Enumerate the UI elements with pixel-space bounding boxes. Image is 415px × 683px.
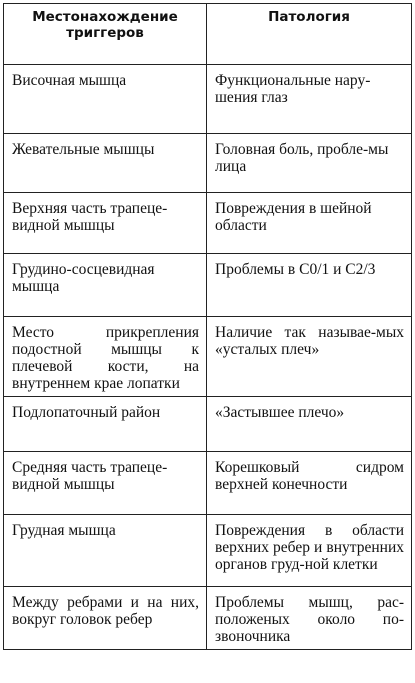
- pathology-text: Наличие так называе-мых «усталых плеч»: [215, 324, 404, 358]
- pathology-cell: [207, 452, 412, 515]
- pathology-cell: [207, 254, 412, 317]
- location-cell: [4, 587, 207, 650]
- pathology-text: Корешковый сидром верхней конечности: [215, 459, 404, 493]
- location-cell: [4, 254, 207, 317]
- location-text: Жевательные мышцы: [12, 141, 155, 158]
- pathology-text: Повреждения в области верхних ребер и внутренних органов груд-ной клетки: [215, 522, 404, 573]
- location-text: Височная мышца: [12, 72, 127, 89]
- pathology-cell: [207, 397, 412, 452]
- location-text: Место прикрепления подостной мышцы к плечевой кости, на внутреннем крае лопатки: [12, 324, 199, 392]
- location-text: Средняя часть трапеце-видной мышцы: [12, 459, 168, 493]
- location-text: Верхняя часть трапеце-видной мышцы: [12, 200, 168, 234]
- table-row: [4, 587, 412, 650]
- header-pathology: [207, 4, 412, 65]
- header-location-text: Местонахождение триггеров: [32, 9, 178, 41]
- pathology-cell: [207, 317, 412, 397]
- table-row: [4, 254, 412, 317]
- table-row: [4, 193, 412, 254]
- location-cell: [4, 193, 207, 254]
- pathology-cell: [207, 515, 412, 587]
- pathology-cell: [207, 587, 412, 650]
- table-row: [4, 397, 412, 452]
- trigger-pathology-table: [3, 3, 412, 650]
- location-cell: [4, 452, 207, 515]
- table-row: [4, 317, 412, 397]
- table-row: [4, 452, 412, 515]
- pathology-text: Головная боль, пробле-мы лица: [215, 141, 389, 175]
- location-text: Грудино-сосцевидная мышца: [12, 261, 155, 295]
- header-pathology-text: Патология: [268, 9, 350, 25]
- pathology-text: Проблемы мышц, рас-положеных около по-звоночника: [215, 594, 404, 645]
- table-header-row: [4, 4, 412, 65]
- trigger-pathology-table-wrap: [3, 3, 411, 650]
- location-cell: [4, 134, 207, 193]
- table-row: [4, 65, 412, 134]
- location-text: Подлопаточный район: [12, 404, 161, 421]
- header-location: [4, 4, 207, 65]
- pathology-text: Функциональные нару-шения глаз: [215, 72, 371, 106]
- table-row: [4, 134, 412, 193]
- location-cell: [4, 515, 207, 587]
- pathology-cell: [207, 193, 412, 254]
- pathology-text: Повреждения в шейной области: [215, 200, 372, 234]
- pathology-text: Проблемы в С0/1 и С2/3: [215, 261, 376, 278]
- table-row: [4, 515, 412, 587]
- location-cell: [4, 65, 207, 134]
- location-text: Между ребрами и на них, вокруг головок ребер: [12, 594, 199, 628]
- location-text: Грудная мышца: [12, 522, 116, 539]
- pathology-cell: [207, 65, 412, 134]
- location-cell: [4, 317, 207, 397]
- location-cell: [4, 397, 207, 452]
- pathology-cell: [207, 134, 412, 193]
- pathology-text: «Застывшее плечо»: [215, 404, 345, 421]
